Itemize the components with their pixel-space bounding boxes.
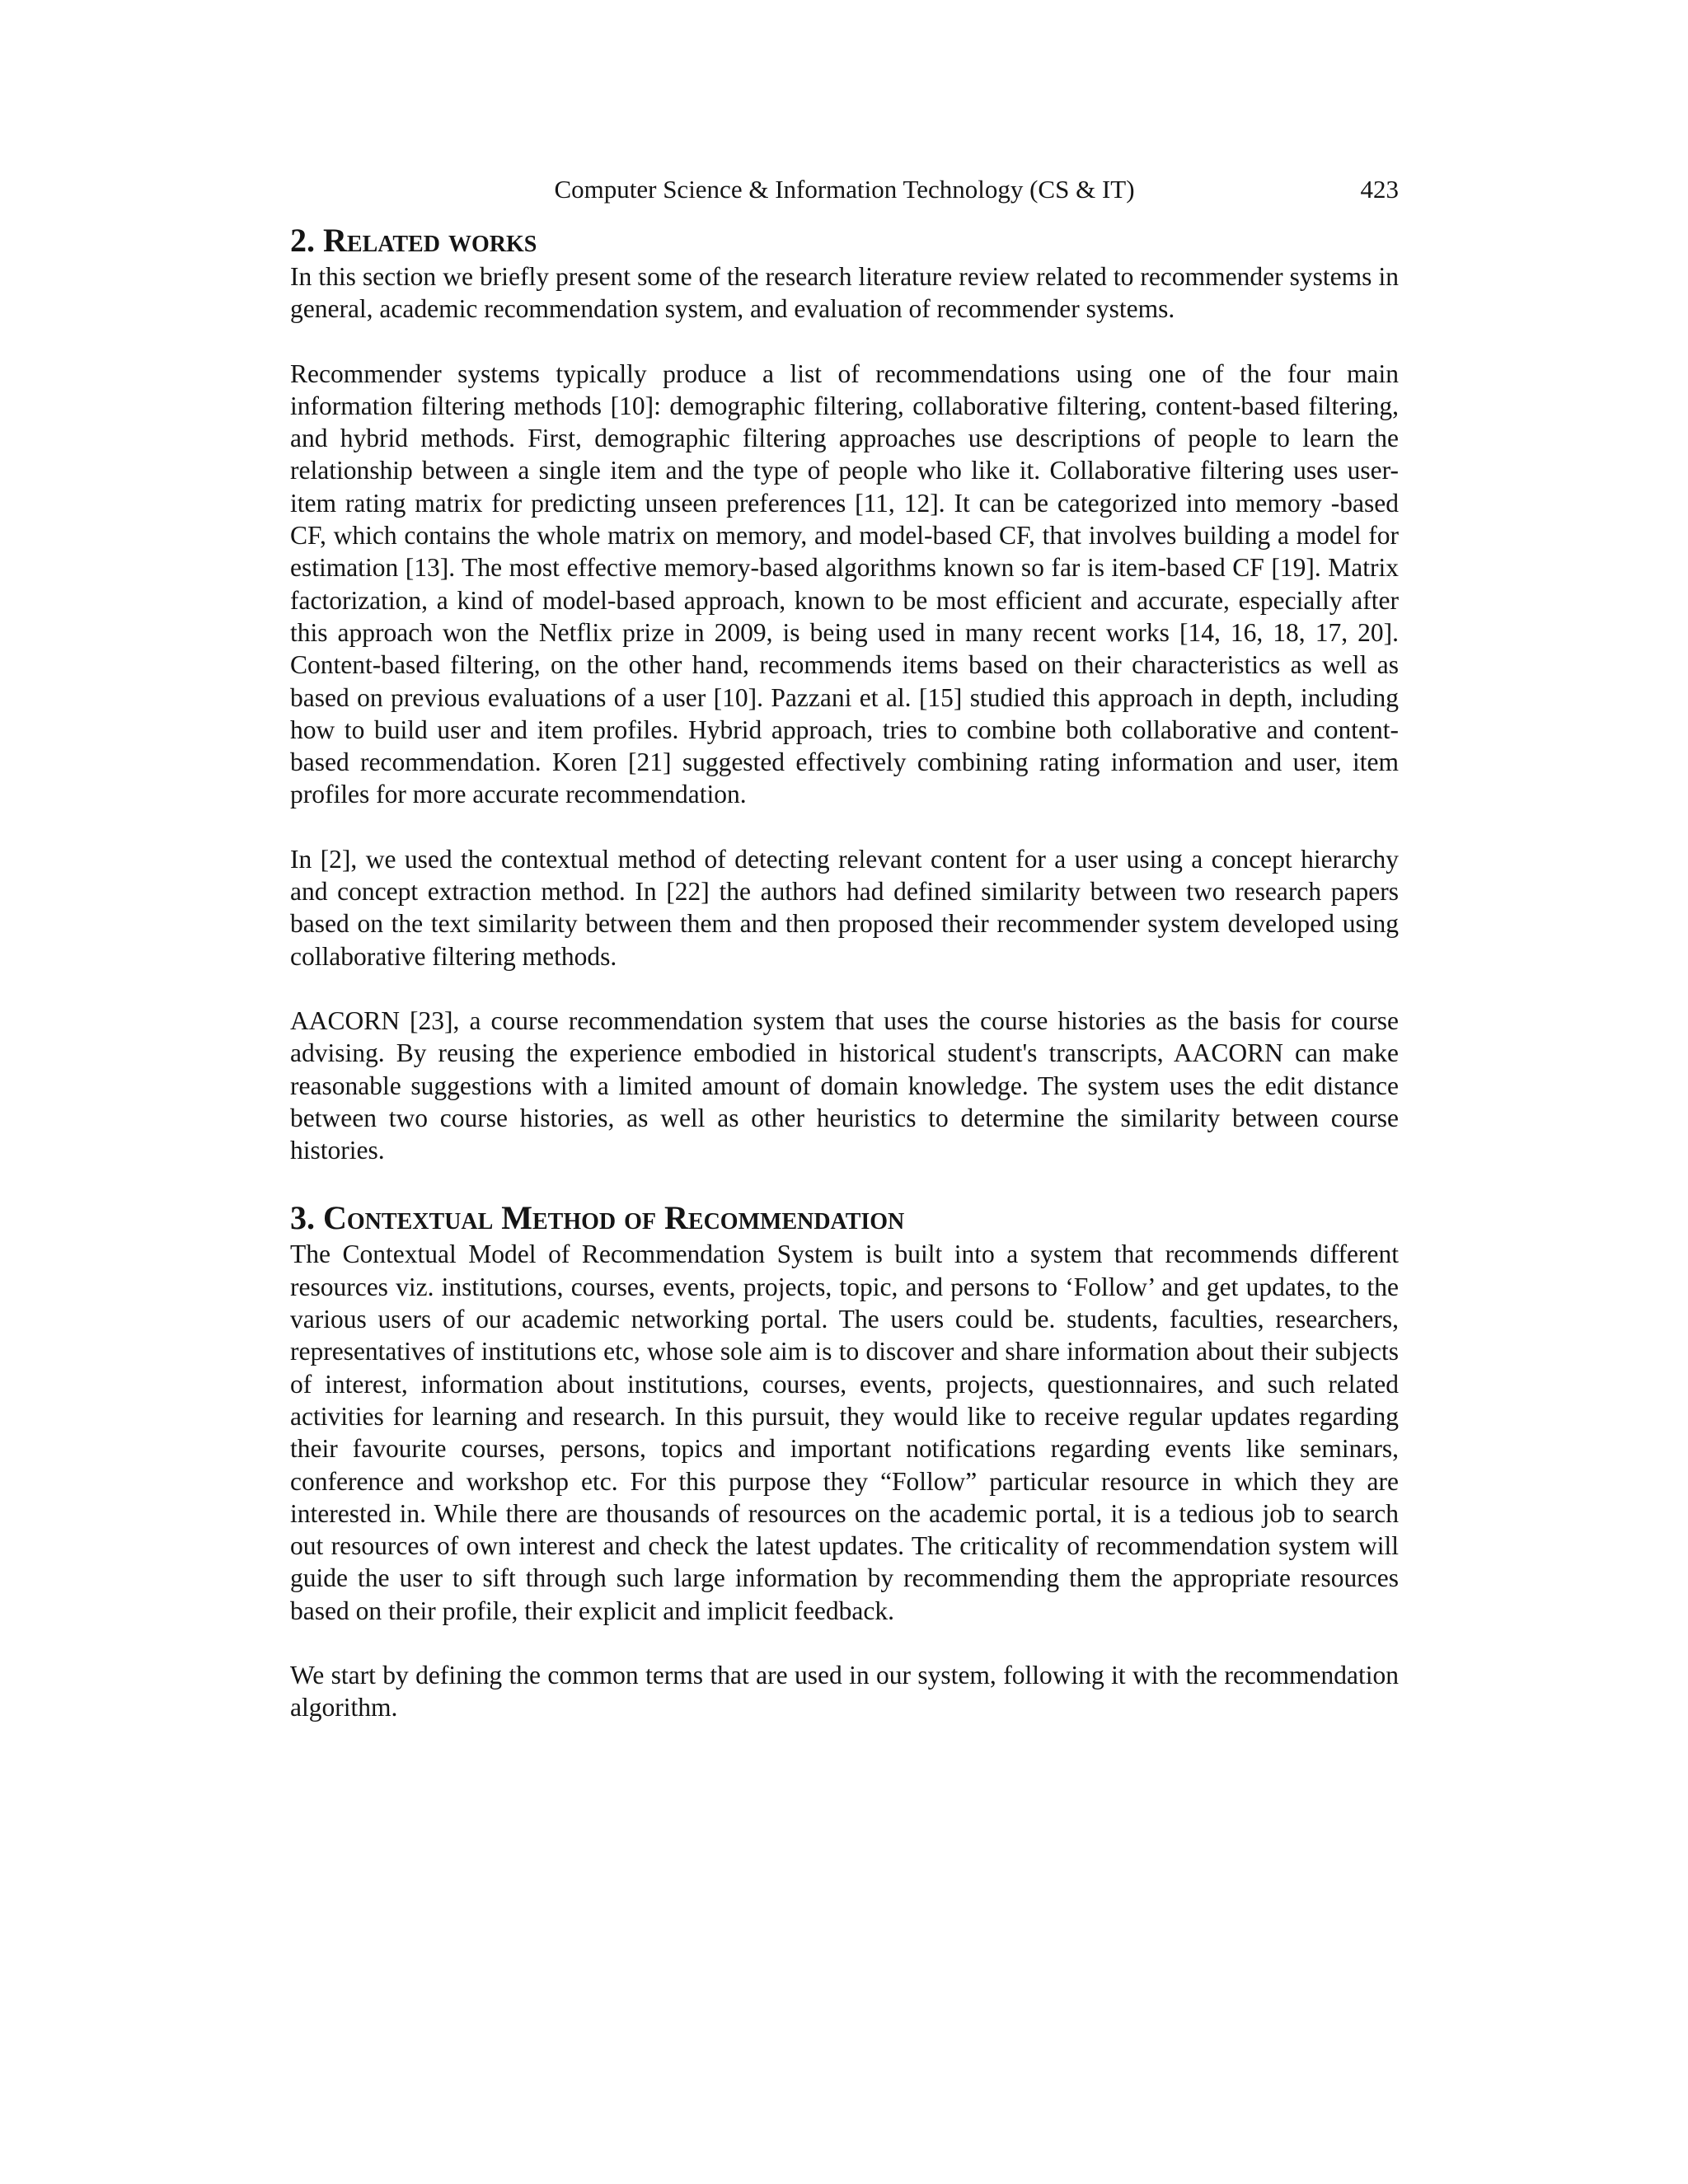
paragraph: AACORN [23], a course recommendation system that uses the course histories as the basis for course advising. By reusing the experience embodied in historical student's transcripts, AACORN can make reasonable suggestions with a limited amount of domain knowledge. The system uses the edit distance between two course histories, as well as other heuristics to determine the similarity between course histories. [290,1005,1399,1165]
paragraph: In this section we briefly present some of the research literature review related to recommender systems in general, academic recommendation system, and evaluation of recommender systems. [290,262,1399,324]
section-heading-related-works: 2. Related works [290,222,537,259]
paragraph: Recommender systems typically produce a list of recommendations using one of the four main information filtering methods [10]: demographic filtering, collaborative filtering, content-based filtering, and hybrid methods. First, demographic filtering approaches use descriptions of people to learn the relationship between a single item and the type of people who like it. Collaborative filtering uses user-item rating matrix for predicting unseen preferences [11, 12]. It can be categorized into memory -based CF, which contains the whole matrix on memory, and model-based CF, that involves building a model for estimation [13]. The most effective memory-based algorithms known so far is item-based CF [19]. Matrix factorization, a kind of model-based approach, known to be most efficient and accurate, especially after this approach won the Netflix prize in 2009, is being used in many recent works [14, 16, 18, 17, 20]. Content-based filtering, on the other hand, recommends items based on their characteristics as well as based on previous evaluations of a user [10]. Pazzani et al. [15] studied this approach in depth, including how to build user and item profiles. Hybrid approach, tries to combine both collaborative and content-based recommendation. Koren [21] suggested effectively combining rating information and user, item profiles for more accurate recommendation. [290,359,1399,809]
paragraph: In [2], we used the contextual method of detecting relevant content for a user using a concept hierarchy and concept extraction method. In [22] the authors had defined similarity between two research papers based on the text similarity between them and then proposed their recommender system developed using collaborative filtering methods. [290,844,1399,971]
page-body [290,221,1399,1756]
paragraph: We start by defining the common terms that are used in our system, following it with the recommendation algorithm. [290,1660,1399,1722]
section-heading-contextual-method: 3. Contextual Method of Recommendation [290,1199,905,1237]
page-header [290,170,1399,209]
page-number: 423 [1360,175,1399,204]
paragraph: The Contextual Model of Recommendation System is built into a system that recommends different resources viz. institutions, courses, events, projects, topic, and persons to ‘Follow’ and get updates, to the various users of our academic networking portal. The users could be. students, faculties, researchers, representatives of institutions etc, whose sole aim is to discover and share information about their subjects of interest, information about institutions, courses, events, projects, questionnaires, and such related activities for learning and research. In this pursuit, they would like to receive regular updates regarding their favourite courses, persons, topics and important notifications regarding events like seminars, conference and workshop etc. For this purpose they “Follow” particular resource in which they are interested in. While there are thousands of resources on the academic portal, it is a tedious job to search out resources of own interest and check the latest updates. The criticality of recommendation system will guide the user to sift through such large information by recommending them the appropriate resources based on their profile, their explicit and implicit feedback. [290,1240,1399,1625]
running-header-title: Computer Science & Information Technology (CS & IT) [554,175,1135,204]
